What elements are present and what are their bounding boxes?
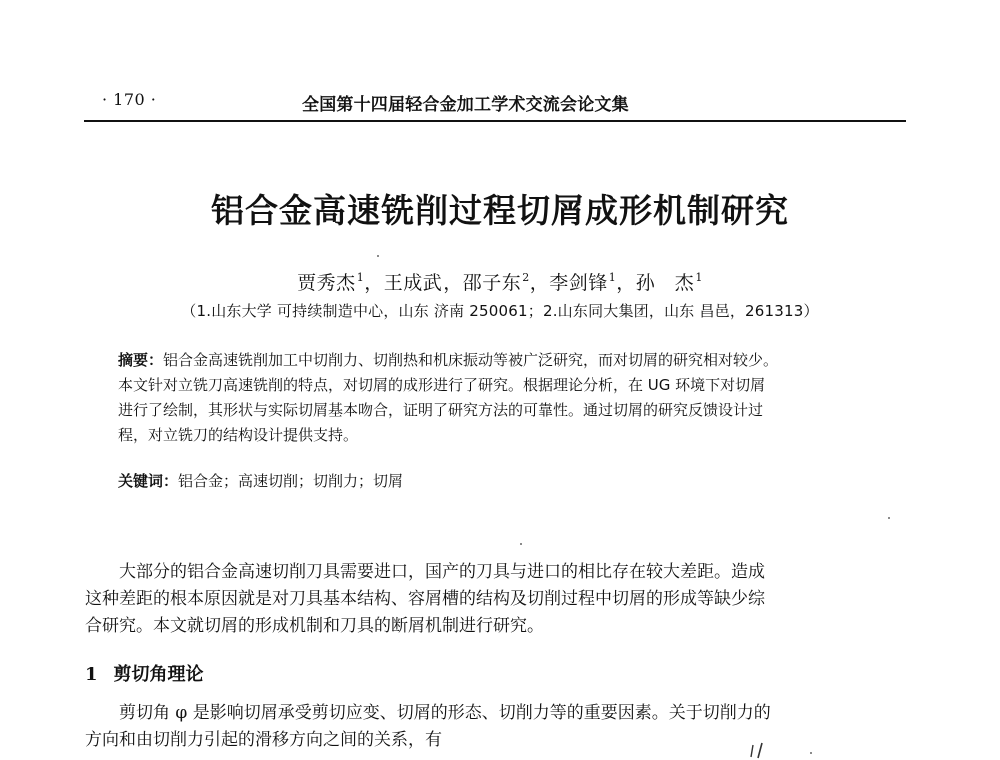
author-list: [0, 268, 1000, 295]
author: 王成武: [383, 272, 443, 294]
pencil-mark: [748, 741, 768, 759]
body-line: 合研究。本文就切屑的形成机制和刀具的断屑机制进行研究。: [85, 616, 544, 636]
page-number: · 170 ·: [102, 90, 157, 109]
author-separator: ，: [616, 272, 636, 294]
author-separator: ，: [529, 272, 550, 294]
author: 贾秀杰$^1$: [297, 271, 365, 294]
body-line: 这种差距的根本原因就是对刀具基本结构、容屑槽的结构及切削过程中切屑的形成等缺少综: [85, 589, 765, 609]
author: 邵子东$^2$: [462, 271, 530, 294]
author: 李剑锋$^1$: [549, 271, 617, 294]
scan-speck: [810, 752, 812, 754]
keywords-label: 关键词：: [118, 472, 179, 490]
section-heading: [85, 660, 204, 686]
intro-paragraph: [85, 559, 915, 640]
section-title: 剪切角理论: [113, 664, 204, 685]
running-header: [84, 90, 904, 116]
body-line: 大部分的铝合金高速切削刀具需要进口，国产的刀具与进口的相比存在较大差距。造成: [85, 562, 765, 582]
keywords: [118, 470, 403, 491]
section-paragraph: [85, 700, 915, 754]
abstract: [118, 348, 878, 448]
author: 孙 杰$^1$: [635, 271, 703, 294]
body-line: 方向和由切削力引起的滑移方向之间的关系，有: [85, 730, 442, 750]
scan-speck: [888, 517, 890, 519]
header-rule: [84, 120, 906, 122]
scan-speck: [520, 543, 522, 545]
affiliation: （1.山东大学 可持续制造中心，山东 济南 250061；2.山东同大集团，山东 昌邑，261313）: [181, 302, 819, 320]
scan-speck: [377, 255, 379, 257]
paper-title: 铝合金高速铣削过程切屑成形机制研究: [211, 191, 789, 230]
section-number: 1: [85, 664, 98, 685]
abstract-line: 本文针对立铣刀高速铣削的特点，对切屑的成形进行了研究。根据理论分析，在 UG 环境下对切屑: [118, 376, 766, 394]
journal-title: 全国第十四届轻合金加工学术交流会论文集: [302, 95, 629, 115]
keywords-text: 铝合金；高速切削；切削力；切屑: [178, 472, 404, 490]
author-separator: ，: [364, 272, 384, 294]
abstract-label: 摘要：: [118, 351, 164, 369]
abstract-line: 程，对立铣刀的结构设计提供支持。: [118, 426, 359, 444]
body-line: 剪切角 φ 是影响切屑承受剪切应变、切屑的形态、切削力等的重要因素。关于切削力的: [85, 703, 771, 723]
author-separator: ，: [443, 272, 463, 294]
abstract-line: 摘要：铝合金高速铣削加工中切削力、切削热和机床振动等被广泛研究，而对切屑的研究相对较少。: [118, 351, 779, 369]
abstract-line: 进行了绘制，其形状与实际切屑基本吻合，证明了研究方法的可靠性。通过切屑的研究反馈设计过: [118, 401, 764, 419]
